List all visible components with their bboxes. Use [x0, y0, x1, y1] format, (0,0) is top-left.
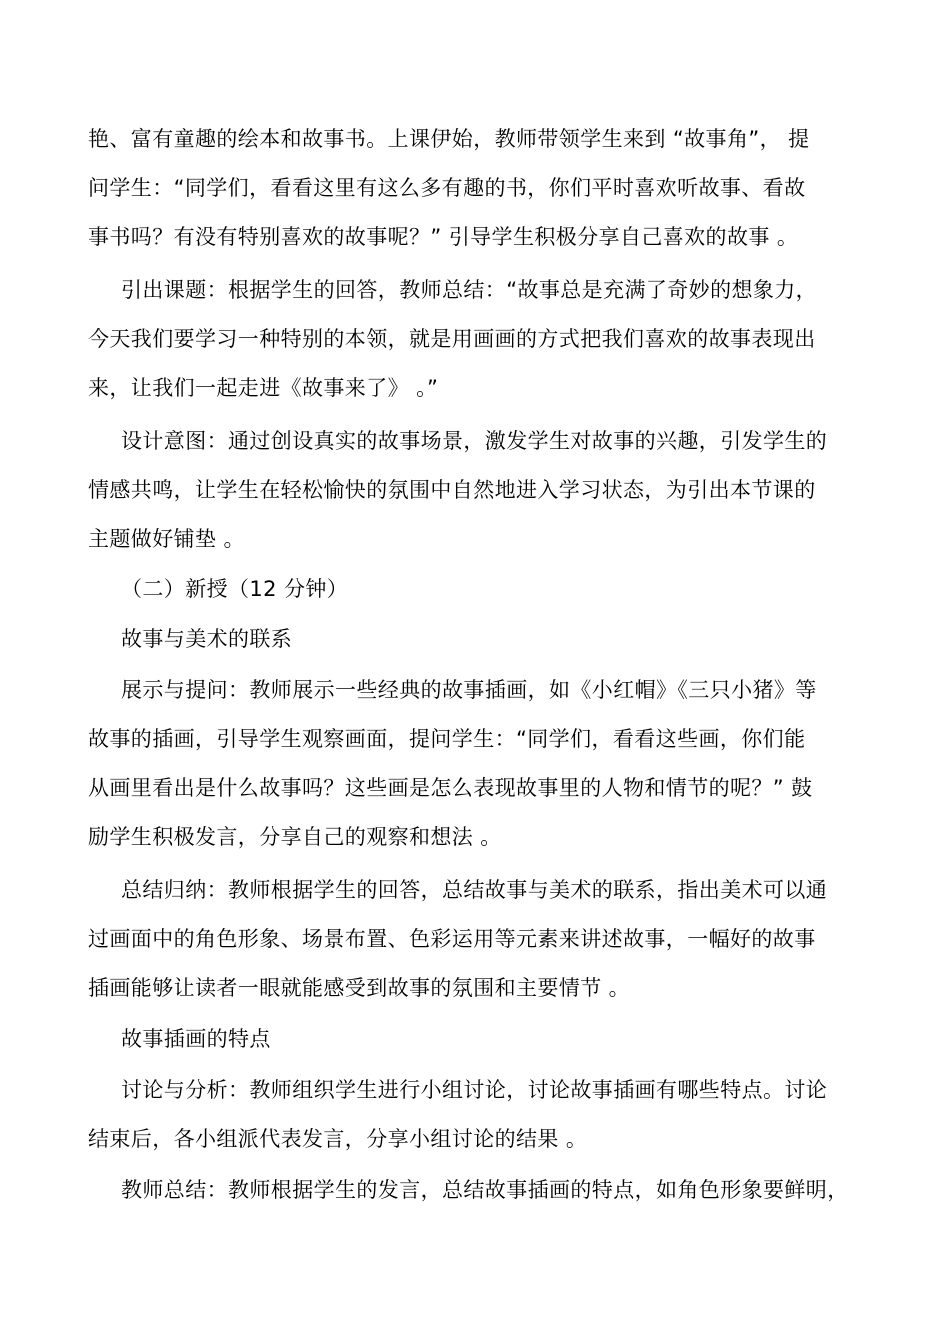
text-line: 故事的插画，引导学生观察画面，提问学生：“同学们，看看这些画，你们能 — [88, 727, 806, 751]
text-line: 问学生：“同学们，看看这里有这么多有趣的书，你们平时喜欢听故事、看故 — [88, 176, 806, 200]
subsection-heading: 故事与美术的联系 — [121, 627, 293, 651]
text-line: 引出课题：根据学生的回答，教师总结：“故事总是充满了奇妙的想象力， — [121, 278, 818, 302]
text-line: 艳、富有童趣的绘本和故事书。上课伊始，教师带领学生来到 “故事角”， 提 — [88, 127, 810, 151]
subsection-heading: 故事插画的特点 — [121, 1027, 271, 1051]
text-line: 展示与提问：教师展示一些经典的故事插画，如《小红帽》《三只小猪》等 — [121, 678, 817, 702]
text-line: 来，让我们一起走进《故事来了》 。” — [88, 376, 439, 400]
text-line: 情感共鸣，让学生在轻松愉快的氛围中自然地进入学习状态，为引出本节课的 — [88, 478, 816, 502]
text-line: 励学生积极发言，分享自己的观察和想法 。 — [88, 825, 502, 849]
text-line: 主题做好铺垫 。 — [88, 527, 245, 551]
text-line: 设计意图：通过创设真实的故事场景，激发学生对故事的兴趣，引发学生的 — [121, 429, 828, 453]
text-line: 今天我们要学习一种特别的本领，就是用画画的方式把我们喜欢的故事表现出 — [88, 327, 816, 351]
text-line: 讨论与分析：教师组织学生进行小组讨论，讨论故事插画有哪些特点。讨论 — [121, 1078, 828, 1102]
text-line: 从画里看出是什么故事吗？这些画是怎么表现故事里的人物和情节的呢？” 鼓 — [88, 776, 813, 800]
text-line: 插画能够让读者一眼就能感受到故事的氛围和主要情节 。 — [88, 976, 631, 1000]
text-line: 总结归纳：教师根据学生的回答，总结故事与美术的联系，指出美术可以通 — [121, 878, 828, 902]
text-line: 事书吗？有没有特别喜欢的故事呢？” 引导学生积极分享自己喜欢的故事 。 — [88, 225, 799, 249]
text-line: 教师总结：教师根据学生的发言，总结故事插画的特点，如角色形象要鲜明， — [121, 1178, 849, 1202]
section-heading: （二）新授（12 分钟） — [121, 577, 349, 601]
text-line: 过画面中的角色形象、场景布置、色彩运用等元素来讲述故事，一幅好的故事 — [88, 927, 816, 951]
text-line: 结束后，各小组派代表发言，分享小组讨论的结果 。 — [88, 1127, 588, 1151]
